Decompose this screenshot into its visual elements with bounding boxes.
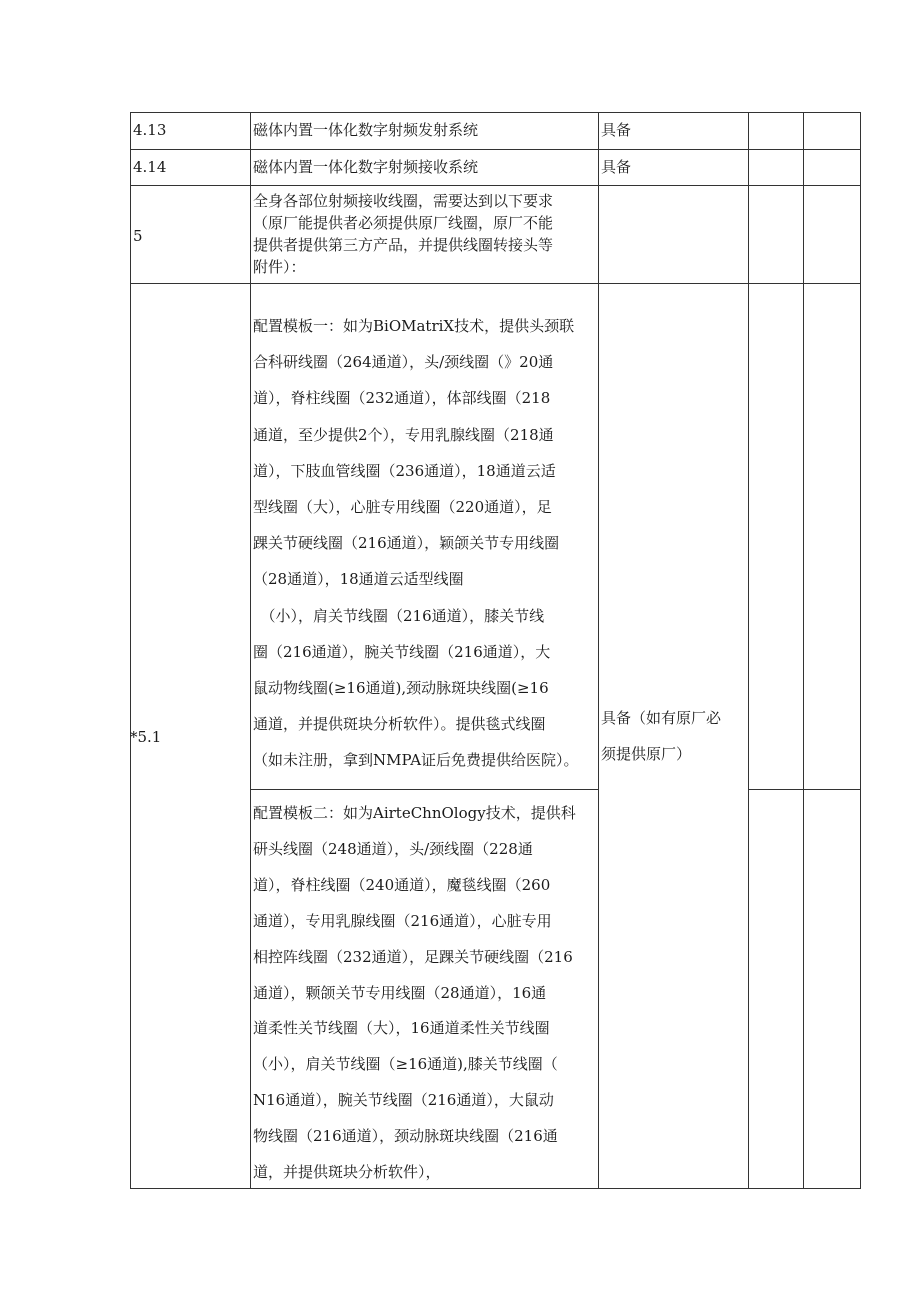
template-divider [250, 789, 598, 790]
column-border [860, 112, 861, 1189]
config-template-two [253, 796, 597, 1191]
row-requirement: 具备 [601, 121, 632, 139]
row-item-description [253, 190, 597, 278]
row-requirement [601, 700, 745, 772]
row-number: 5 [133, 227, 143, 245]
template-line: 通道，至少提供2个），专用乳腺线圈（218通 [253, 425, 554, 444]
template-line: 道），脊柱线圈（240通道），魔毯线圈（260 [253, 875, 551, 894]
requirement-line: 具备（如有原厂必 [601, 709, 722, 727]
template-line: 踝关节硬线圈（216通道），颖颌关节专用线圈 [253, 534, 560, 553]
table-border-top [130, 112, 860, 113]
column-border [803, 112, 804, 1189]
description-line: 附件）： [253, 258, 306, 276]
row-divider [130, 283, 860, 284]
template-line: 型线圈（大），心脏专用线圈（220通道），足 [253, 498, 552, 517]
row-number: 4.13 [133, 121, 167, 139]
description-line: 全身各部位射频接收线圈，需要达到以下要求 [253, 192, 554, 210]
template-line: 相控阵线圈（232通道），足踝关节硬线圈（216 [253, 947, 573, 966]
template-line: 合科研线圈（264通道），头/颈线圈（》20通 [253, 353, 554, 372]
template-line: 配置模板二：如为AirteChnOlogy技术，提供科 [253, 804, 576, 822]
column-border [250, 112, 251, 1189]
template-line: 通道，并提供斑块分析软件）。提供毯式线圈 [253, 715, 546, 734]
template-line: （28通道），18通道云适型线圈 [253, 570, 464, 589]
template-line: 道，并提供斑块分析软件）， [253, 1163, 441, 1182]
config-template-one [253, 308, 597, 779]
row-item: 磁体内置一体化数字射频发射系统 [253, 121, 479, 139]
template-line: N16通道），腕关节线圈（216通道），大鼠动 [253, 1091, 554, 1110]
row-divider [130, 149, 860, 150]
template-line: 圈（216通道），腕关节线圈（216通道），大 [253, 642, 551, 661]
template-line: 道柔性关节线圈（大），16通道柔性关节线圈 [253, 1019, 550, 1038]
template-line: 研头线圈（248通道），头/颈线圈（228通 [253, 839, 533, 858]
column-border [748, 112, 749, 1189]
template-line: （小），肩关节线圈（216通道），膝关节线 [253, 606, 545, 625]
row-requirement: 具备 [601, 158, 632, 176]
template-line: 物线圈（216通道），颈动脉斑块线圈（216通 [253, 1127, 558, 1146]
description-line: 提供者提供第三方产品，并提供线圈转接头等 [253, 236, 554, 254]
template-line: 道），下肢血管线圈（236通道），18通道云适 [253, 461, 556, 480]
description-line: （原厂能提供者必须提供原厂线圈，原厂不能 [253, 214, 554, 232]
template-line: 通道），颗颌关节专用线圈（28通道），16通 [253, 983, 547, 1002]
column-border [130, 112, 131, 1189]
column-border [598, 112, 599, 1189]
template-divider [748, 789, 860, 790]
row-item: 磁体内置一体化数字射频接收系统 [253, 158, 479, 176]
row-number: 4.14 [133, 158, 167, 176]
template-line: （如未注册，拿到NMPA证后免费提供给医院）。 [253, 751, 579, 770]
template-line: 鼠动物线圈(≥16通道),颈动脉斑块线圈(≥16 [253, 679, 549, 698]
row-number: *5.1 [130, 728, 162, 746]
requirement-line: 须提供原厂） [601, 745, 692, 763]
template-line: 配置模板一：如为BiOMatriX技术，提供头颈联 [253, 317, 575, 335]
template-line: 道），脊柱线圈（232通道），体部线圈（218 [253, 389, 551, 408]
template-line: 通道），专用乳腺线圈（216通道），心脏专用 [253, 911, 552, 930]
row-divider [130, 185, 860, 186]
template-line: （小），肩关节线圈（≥16通道),膝关节线圈（ [253, 1055, 558, 1074]
